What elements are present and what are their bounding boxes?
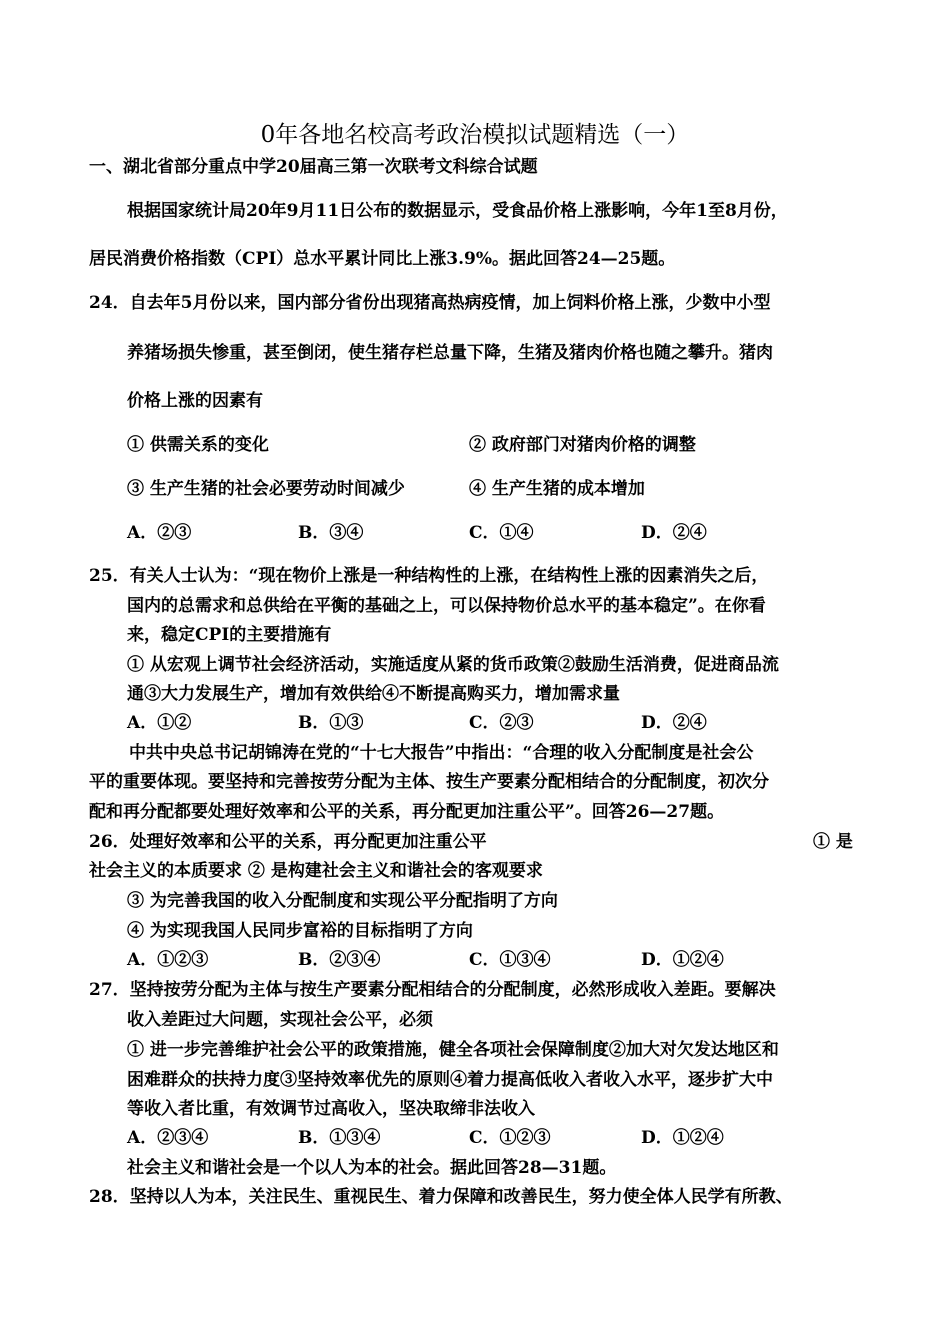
option-item: ① 供需关系的变化: [127, 435, 269, 455]
option-item: ④ 为实现我国人民同步富裕的目标指明了方向: [127, 921, 473, 941]
intro-paragraph-line: 平的重要体现。要坚持和完善按劳分配为主体、按生产要素分配相结合的分配制度，初次分: [89, 772, 769, 792]
question-stem: 收入差距过大问题，实现社会公平，必须: [127, 1010, 433, 1030]
question-stem: 国内的总需求和总供给在平衡的基础之上，可以保持物价总水平的基本稳定”。在你看: [127, 596, 766, 616]
option-item: 通③大力发展生产，增加有效供给④不断提高购买力，增加需求量: [127, 684, 620, 704]
question-stem: 价格上涨的因素有: [127, 391, 263, 411]
question-stem: 来，稳定CPI的主要措施有: [127, 625, 332, 645]
intro-paragraph-line: 社会主义和谐社会是一个以人为本的社会。据此回答28—31题。: [127, 1158, 617, 1178]
intro-paragraph-line: 根据国家统计局20年9月11日公布的数据显示，受食品价格上涨影响，今年1至8月份，: [127, 201, 788, 221]
option-item: ③ 生产生猪的社会必要劳动时间减少: [127, 479, 405, 499]
answer-choice-d: D．②④: [641, 523, 707, 543]
option-item: ④ 生产生猪的成本增加: [469, 479, 645, 499]
answer-choice-a: A．②③④: [127, 1128, 209, 1148]
option-item: ② 政府部门对猪肉价格的调整: [469, 435, 696, 455]
answer-choice-a: A．①②③: [127, 950, 209, 970]
intro-paragraph-line: 居民消费价格指数（CPI）总水平累计同比上涨3.9%。据此回答24—25题。: [89, 249, 676, 269]
answer-choice-a: A．①②: [127, 713, 192, 733]
option-item: ① 进一步完善维护社会公平的政策措施，健全各项社会保障制度②加大对欠发达地区和: [127, 1040, 779, 1060]
section-heading: 一、湖北省部分重点中学20届高三第一次联考文科综合试题: [89, 157, 538, 177]
question-stem: 24．自去年5月份以来，国内部分省份出现猪高热病疫情，加上饲料价格上涨，少数中小型: [89, 293, 771, 313]
answer-choice-b: B．①③④: [298, 1128, 381, 1148]
answer-choice-b: B．③④: [298, 523, 364, 543]
answer-choice-c: C．①②③: [469, 1128, 551, 1148]
option-item: ③ 为完善我国的收入分配制度和实现公平分配指明了方向: [127, 891, 558, 911]
intro-paragraph-line: 中共中央总书记胡锦涛在党的“十七大报告”中指出：“合理的收入分配制度是社会公: [129, 743, 754, 763]
option-item: 等收入者比重，有效调节过高收入，坚决取缔非法收入: [127, 1099, 535, 1119]
answer-choice-d: D．①②④: [641, 950, 724, 970]
question-stem: 26．处理好效率和公平的关系，再分配更加注重公平: [89, 832, 487, 852]
question-stem: 社会主义的本质要求 ② 是构建社会主义和谐社会的客观要求: [89, 861, 543, 881]
intro-paragraph-line: 配和再分配都要处理好效率和公平的关系，再分配更加注重公平”。回答26—27题。: [89, 802, 725, 822]
question-stem: 28．坚持以人为本，关注民生、重视民生、着力保障和改善民生，努力使全体人民学有所教、: [89, 1187, 793, 1207]
answer-choice-c: C．②③: [469, 713, 534, 733]
answer-choice-d: D．②④: [641, 713, 707, 733]
question-stem-tail: ① 是: [813, 832, 853, 852]
answer-choice-d: D．①②④: [641, 1128, 724, 1148]
option-item: 困难群众的扶持力度③坚持效率优先的原则④着力提高低收入者收入水平，逐步扩大中: [127, 1070, 773, 1090]
page-title: 0年各地名校高考政治模拟试题精选（一）: [260, 122, 690, 148]
answer-choice-b: B．①③: [298, 713, 364, 733]
option-item: ① 从宏观上调节社会经济活动，实施适度从紧的货币政策②鼓励生活消费，促进商品流: [127, 655, 779, 675]
answer-choice-c: C．①③④: [469, 950, 551, 970]
answer-choice-a: A．②③: [127, 523, 192, 543]
question-stem: 养猪场损失惨重，甚至倒闭，使生猪存栏总量下降，生猪及猪肉价格也随之攀升。猪肉: [127, 343, 773, 363]
question-stem: 27．坚持按劳分配为主体与按生产要素分配相结合的分配制度，必然形成收入差距。要解决: [89, 980, 776, 1000]
answer-choice-b: B．②③④: [298, 950, 381, 970]
answer-choice-c: C．①④: [469, 523, 534, 543]
question-stem: 25．有关人士认为：“现在物价上涨是一种结构性的上涨，在结构性上涨的因素消失之后，: [89, 566, 769, 586]
